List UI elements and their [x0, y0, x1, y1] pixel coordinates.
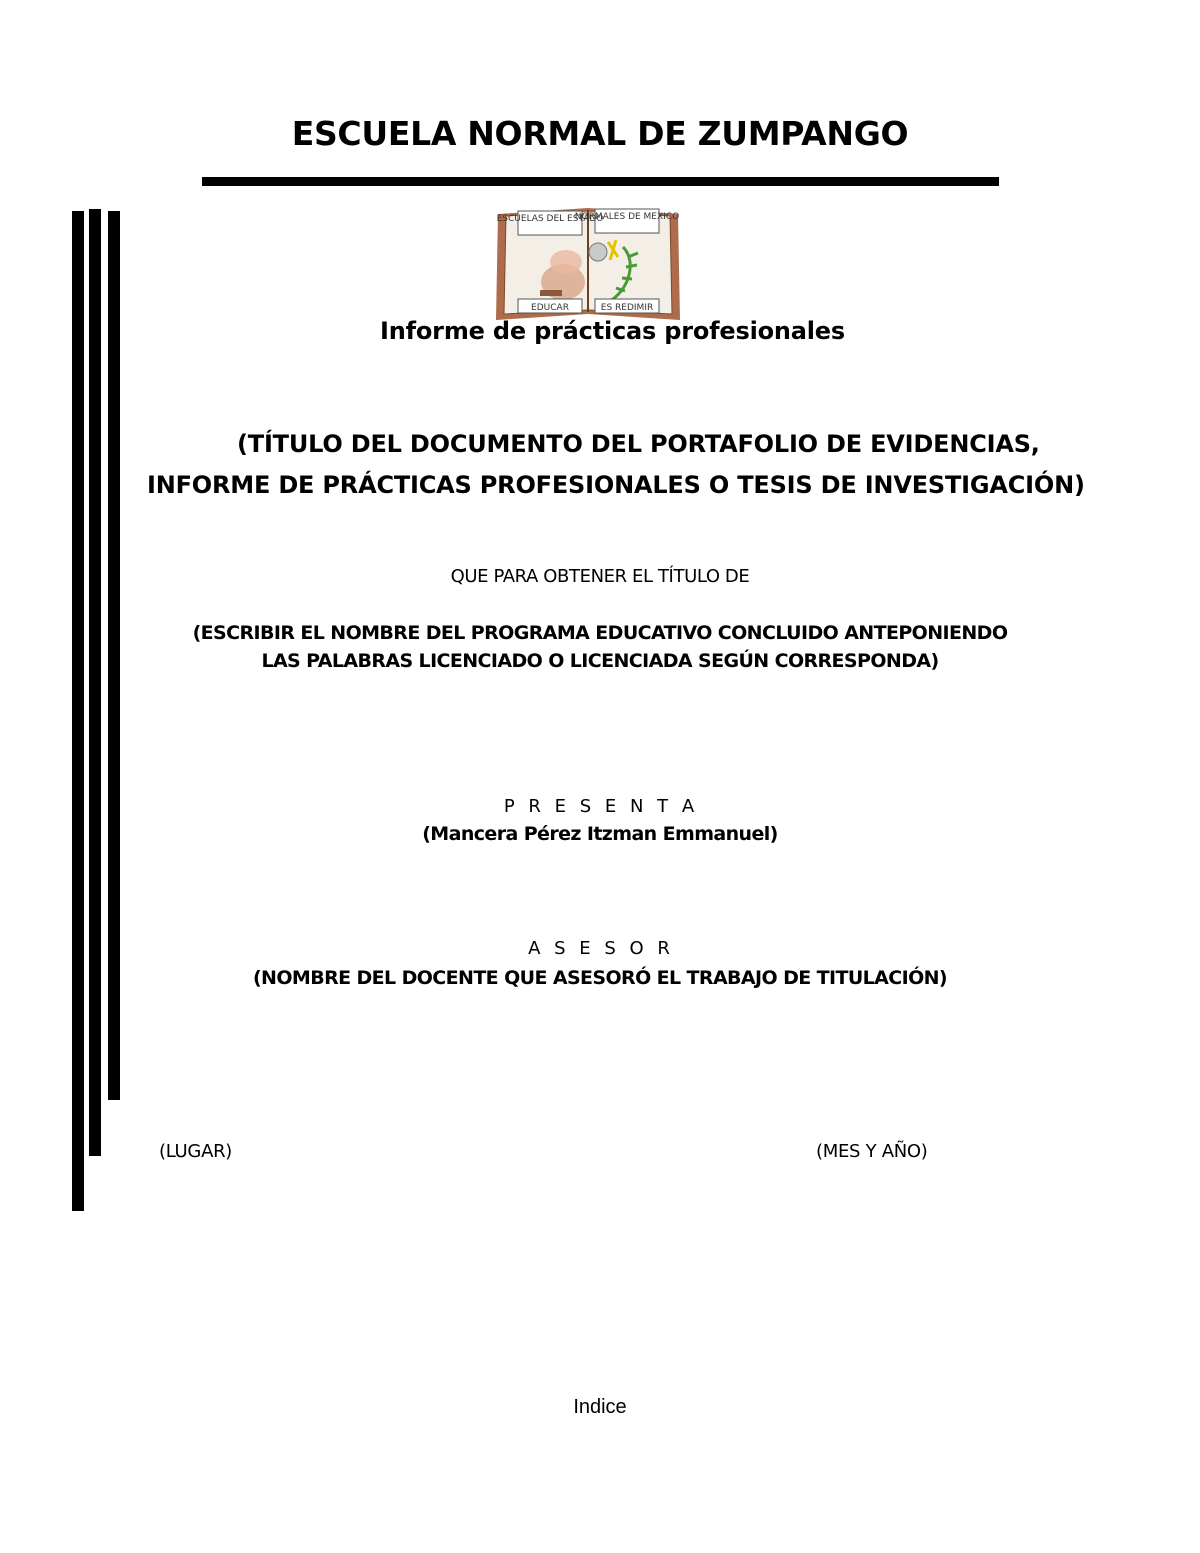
obtain-degree-label: QUE PARA OBTENER EL TÍTULO DE: [450, 566, 750, 587]
author-name: (Mancera Pérez Itzman Emmanuel): [422, 823, 778, 845]
place: (LUGAR): [159, 1141, 233, 1162]
logo-text-top-left: ESCUELAS DEL ESTADO: [496, 214, 604, 224]
school-title: ESCUELA NORMAL DE ZUMPANGO: [291, 114, 909, 153]
presenta-label: P R E S E N T A: [503, 796, 699, 817]
logo-text-bottom-right: ES REDIMIR: [600, 303, 654, 313]
date: (MES Y AÑO): [816, 1141, 928, 1162]
report-type: Informe de prácticas profesionales: [380, 317, 845, 345]
advisor-name: (NOMBRE DEL DOCENTE QUE ASESORÓ EL TRABAJO DE TITULACIÓN): [252, 967, 948, 989]
logo-text-top-right: NORMALES DE MEXICO: [574, 212, 680, 222]
title-underline: [202, 177, 999, 186]
program-name-line-1: (ESCRIBIR EL NOMBRE DEL PROGRAMA EDUCATIVO CONCLUIDO ANTEPONIENDO: [192, 622, 1008, 644]
logo-text-bottom-left: EDUCAR: [531, 303, 569, 313]
decorative-bar-middle: [89, 209, 101, 1156]
book-emblem-icon: [488, 202, 688, 324]
program-name-line-2: LAS PALABRAS LICENCIADO O LICENCIADA SEGÚN CORRESPONDA): [261, 650, 939, 672]
school-logo: [488, 202, 688, 324]
document-title-line-1: (TÍTULO DEL DOCUMENTO DEL PORTAFOLIO DE EVIDENCIAS,: [237, 430, 1040, 458]
index-heading: Indice: [573, 1396, 627, 1418]
advisor-label: A S E S O R: [528, 938, 674, 959]
decorative-bar-outer: [72, 211, 84, 1211]
document-title-line-2: INFORME DE PRÁCTICAS PROFESIONALES O TESIS DE INVESTIGACIÓN): [147, 471, 1085, 499]
